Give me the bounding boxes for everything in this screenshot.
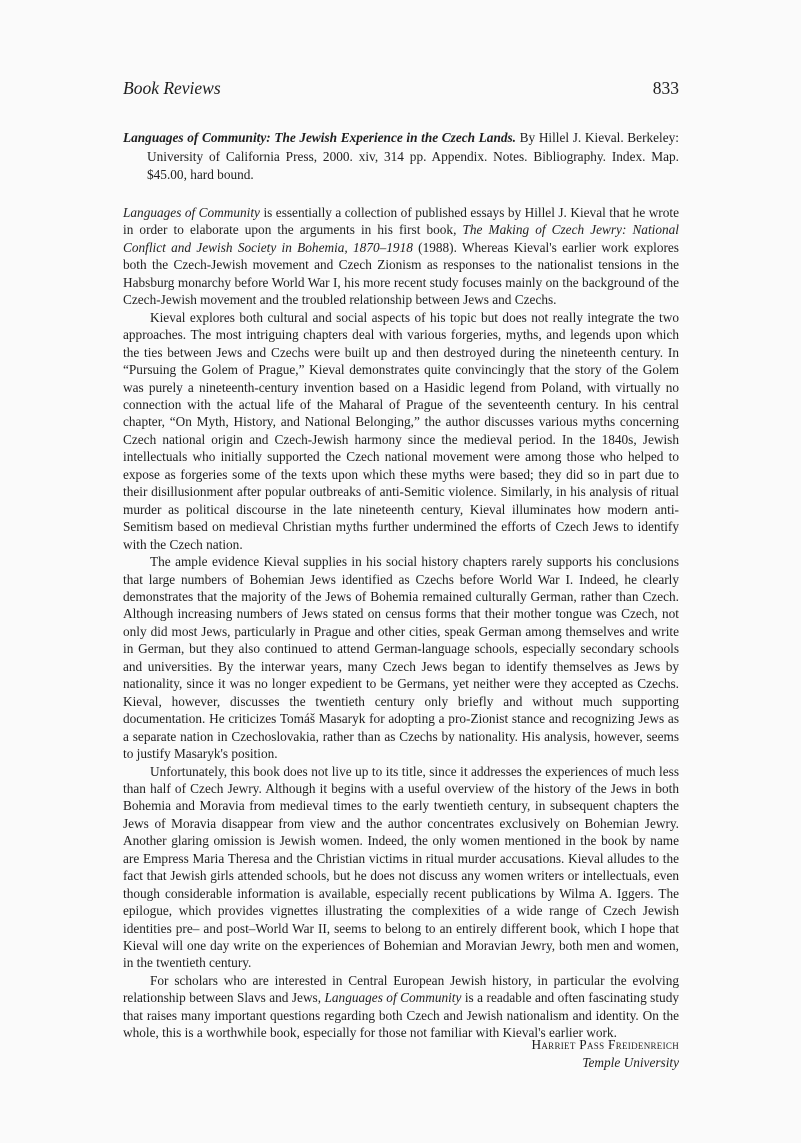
reviewer-signature [531,1036,679,1072]
paragraph-5 [123,972,679,1042]
paragraph-1-text-2: (1988). Whereas Kieval's earlier work explores both the Czech-Jewish movement and Czech Zionism as responses to the nationalist tensions in the Habsburg monarchy before World War I, his more recent study focuses mainly on the background of the Czech-Jewish movement and the troubled relationship between Jews and Czechs. [123,239,679,308]
reviewer-affiliation: Temple University [582,1055,679,1070]
paragraph-5-text-1: For scholars who are interested in Central European Jewish history, in particular the evolving relationship between Slavs and Jews, [123,972,679,1006]
running-head [123,78,679,99]
paragraph-1-text-1: is essentially a collection of published essays by Hillel J. Kieval that he wrote in order to elaborate upon the arguments in his first book, [123,205,679,238]
citation-details: By Hillel J. Kieval. Berkeley: University of California Press, 2000. xiv, 314 pp. Appendix. Notes. Bibliography. Index. Map. $45.00, hard bound. [147,130,679,182]
paragraph-1-italic-1: Languages of Community [123,205,260,220]
reviewer-name: Harriet Pass Freidenreich [531,1037,679,1052]
review-citation [123,129,679,185]
page-number: 833 [652,78,679,98]
review-body [123,204,679,1042]
paragraph-2: Kieval explores both cultural and social aspects of his topic but does not really integrate the two approaches. The most intriguing chapters deal with various forgeries, myths, and legends upon which the ties between Jews and Czechs were built up and then destroyed during the nineteenth century. In “Pursuing the Golem of Prague,” Kieval demonstrates quite convincingly that the story of the Golem was purely a nineteenth-century invention based on a Hasidic legend from Poland, with virtually no connection with the actual life of the Maharal of Prague of the seventeenth century. In his central chapter, “On Myth, History, and National Belonging,” the author discusses various myths concerning Czech national origin and Czech-Jewish harmony since the medieval period. In the 1840s, Jewish intellectuals who initially supported the Czech national movement were among those who helped to expose as forgeries some of the texts upon which these myths were based; they did so in part due to their disillusionment after popular outbreaks of anti-Semitic violence. Similarly, in his analysis of ritual murder as political discourse in the late nineteenth century, Kieval illuminates how modern anti-Semitism based on medieval Christian myths further undermined the efforts of Czech Jews to identify with the Czech nation. [123,309,679,552]
paragraph-1-italic-2: The Making of Czech Jewry: National Conflict and Jewish Society in Bohemia, 1870–1918 [123,222,679,255]
paragraph-4: Unfortunately, this book does not live up to its title, since it addresses the experiences of much less than half of Czech Jewry. Although it begins with a useful overview of the history of the Jews in both Bohemia and Moravia from medieval times to the early twentieth century, in subsequent chapters the Jews of Moravia disappear from view and the author concentrates exclusively on Bohemian Jewry. Another glaring omission is Jewish women. Indeed, the only women mentioned in the book by name are Empress Maria Theresa and the Christian victims in ritual murder accusations. Kieval alludes to the fact that Jewish girls attended schools, but he does not discuss any women writers or intellectuals, even though considerable information is available, especially recent publications by Wilma A. Iggers. The epilogue, which provides vignettes illustrating the complexities of a wide range of Czech Jewish identities pre– and post–World War II, seems to belong to an entirely different book, which I hope that Kieval will one day write on the experiences of Bohemian and Moravian Jewry, both men and women, in the twentieth century. [123,763,679,971]
book-title: Languages of Community: The Jewish Experience in the Czech Lands. [123,130,516,145]
section-title: Book Reviews [123,78,221,98]
paragraph-5-italic-1: Languages of Community [324,990,462,1006]
paragraph-5-text-2: is a readable and often fascinating study that raises many important questions regarding both Czech and Jewish nationalism and identity. On the whole, this is a worthwhile book, especially for those not familiar with Kieval's earlier work. [123,990,679,1041]
paragraph-1 [123,204,679,309]
paragraph-3: The ample evidence Kieval supplies in his social history chapters rarely supports his conclusions that large numbers of Bohemian Jews identified as Czechs before World War I. Indeed, he clearly demonstrates that the majority of the Jews of Bohemia remained culturally German, rather than Czech. Although increasing numbers of Jews stated on census forms that their mother tongue was Czech, not only did most Jews, particularly in Prague and other cities, speak German among themselves and write in German, but they also continued to attend German-language schools, especially secondary schools and universities. By the interwar years, many Czech Jews began to identify themselves as Jews by nationality, since it was no longer expedient to be Germans, yet neither were they accepted as Czechs. Kieval, however, discusses the twentieth century only briefly and without much supporting documentation. He criticizes Tomáš Masaryk for adopting a pro-Zionist stance and recognizing Jews as a separate nation in Czechoslovakia, rather than as Czechs by nationality. His analysis, however, seems to justify Masaryk's position. [123,554,679,762]
